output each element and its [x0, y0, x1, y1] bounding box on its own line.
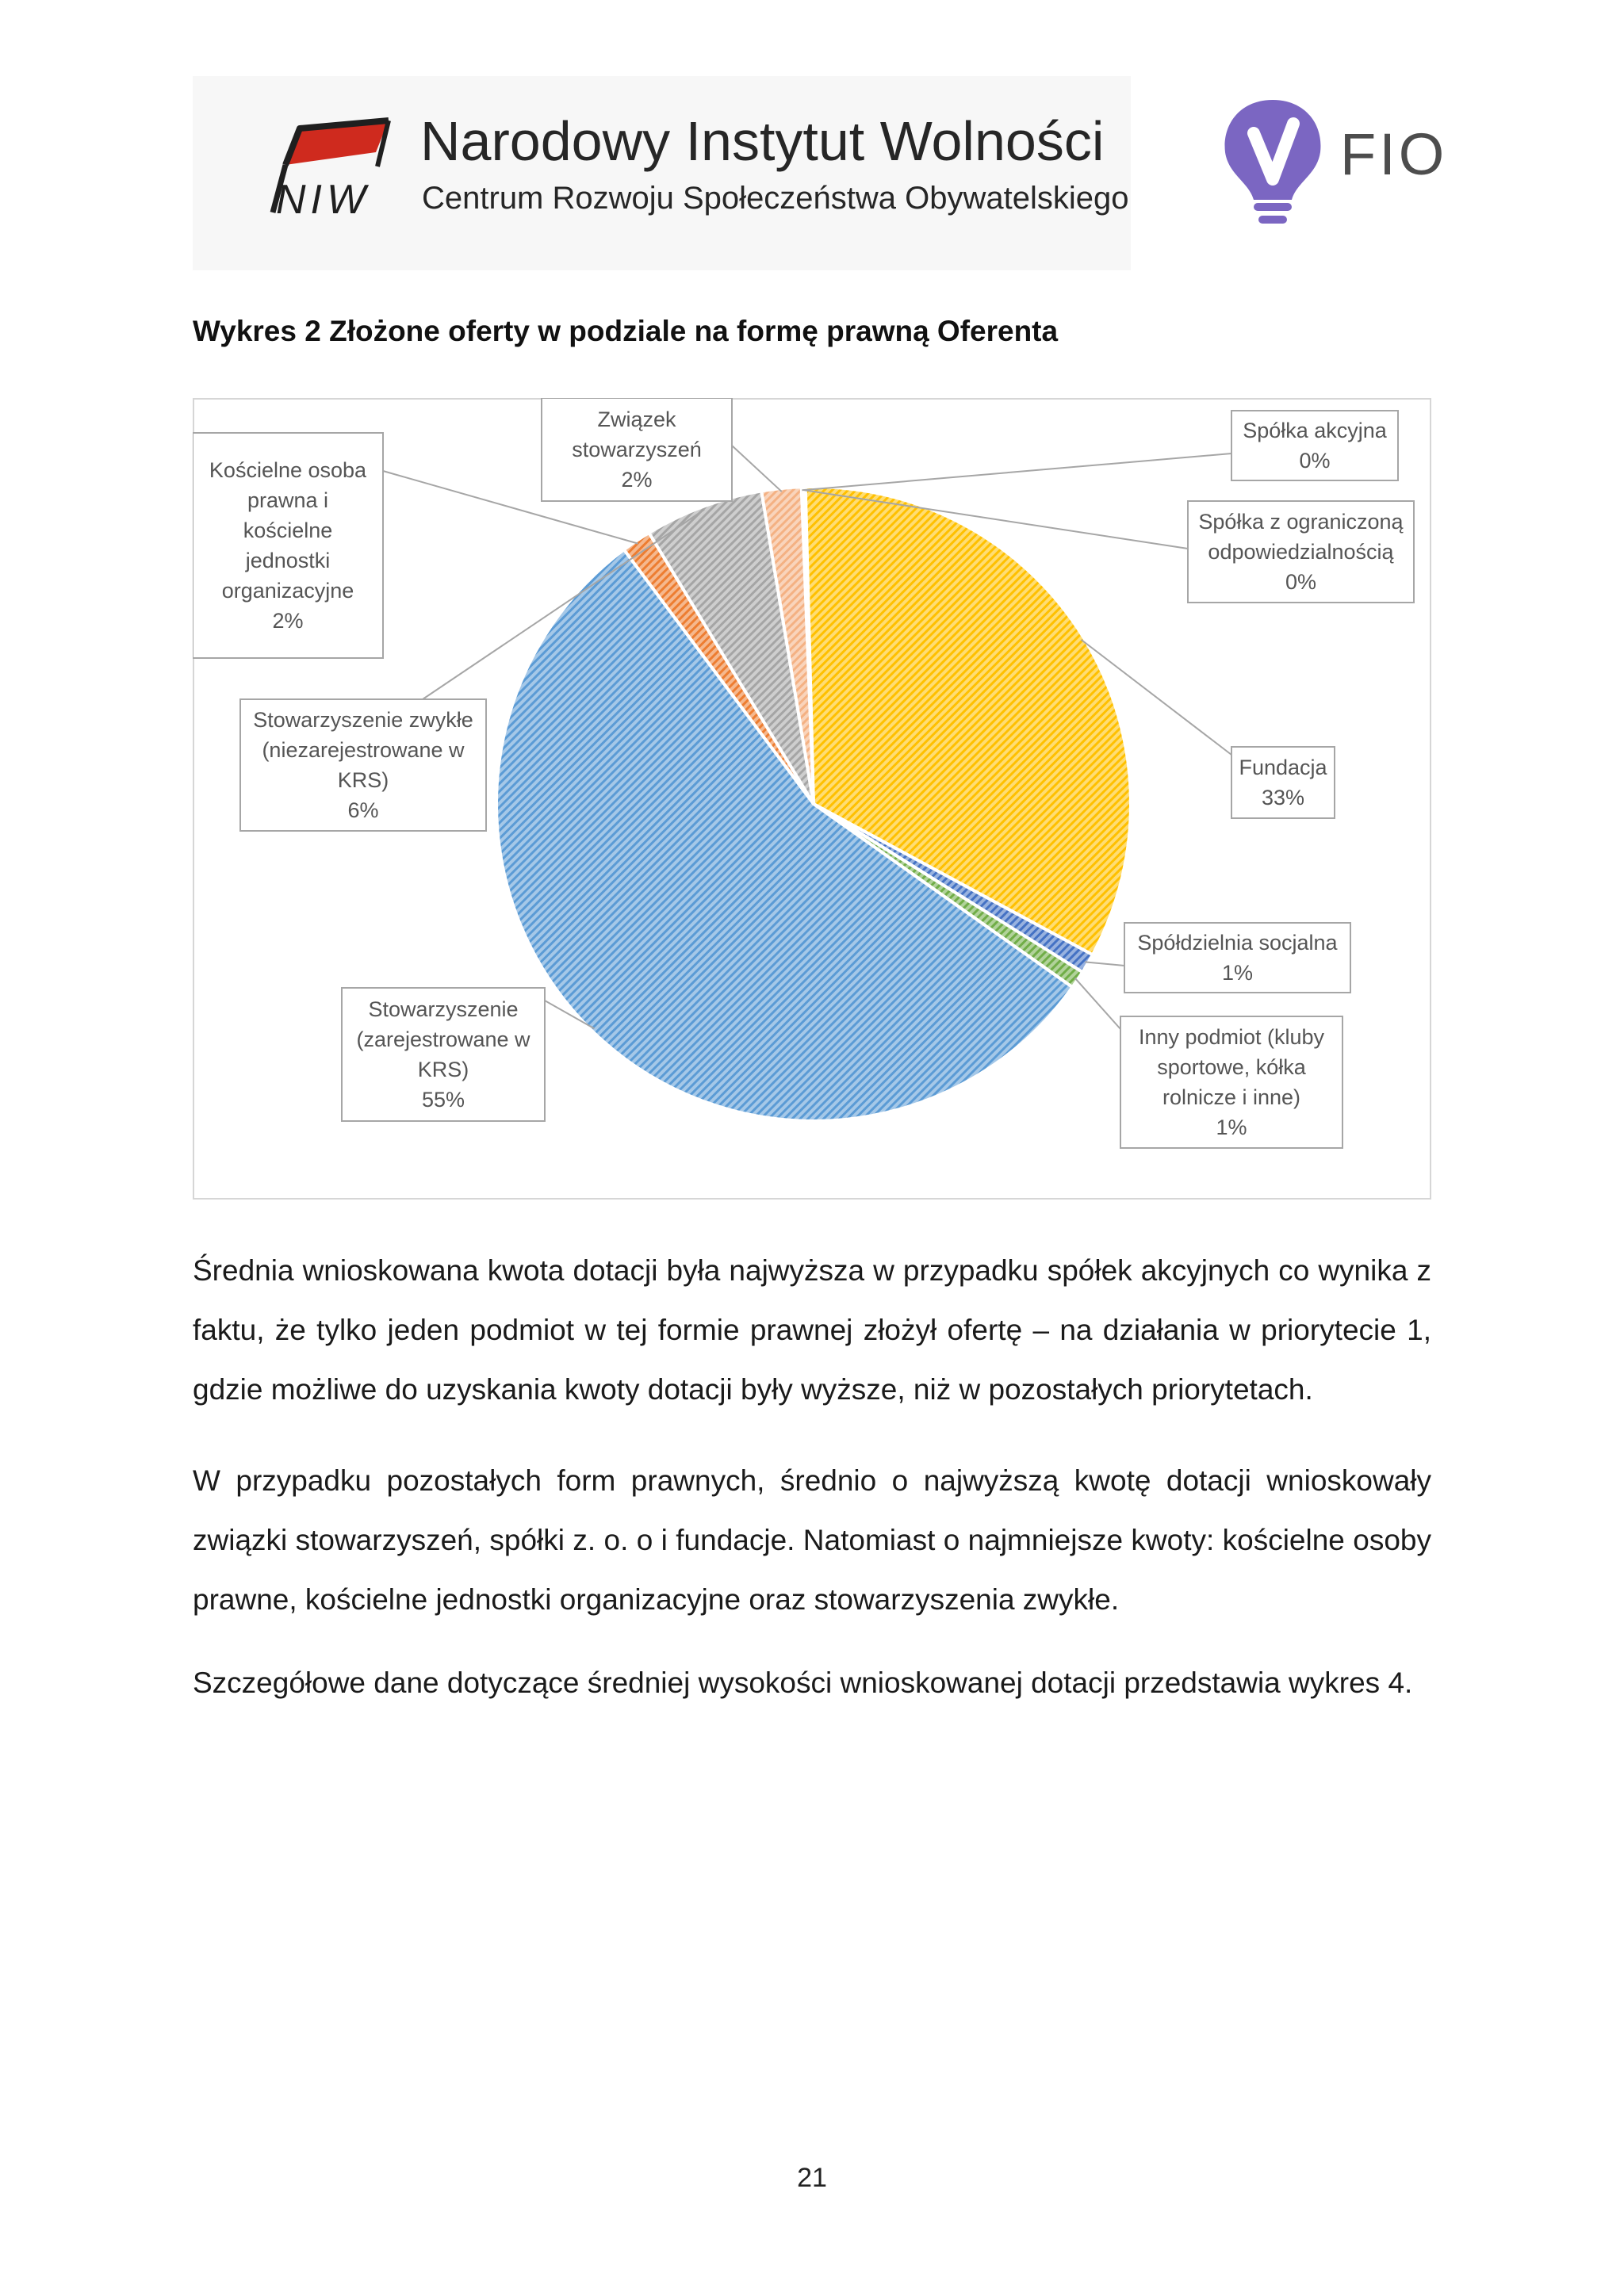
data-label-value: 6% [347, 798, 379, 822]
data-label-category: Spółdzielnia socjalna [1137, 931, 1338, 955]
data-label-category: (niezarejestrowane w [262, 738, 465, 762]
data-label-value: 55% [421, 1088, 465, 1112]
leader-line [1075, 978, 1120, 1029]
leader-line [1085, 962, 1124, 966]
data-label-value: 1% [1221, 961, 1254, 985]
data-label-category: Fundacja [1239, 756, 1327, 779]
organization-subtitle: Centrum Rozwoju Społeczeństwa Obywatelskiego [422, 181, 1129, 216]
data-label-category: stowarzyszeń [572, 438, 702, 461]
fio-logo-text: FIO [1340, 121, 1448, 187]
niw-logo-text: NIW [276, 177, 371, 223]
data-label-value: 2% [621, 468, 653, 492]
data-label-category: odpowiedzialnością [1208, 540, 1394, 564]
data-label-category: Stowarzyszenie [368, 997, 519, 1021]
paragraph-2: W przypadku pozostałych form prawnych, średnio o najwyższą kwotę dotacji wnioskowały związki stowarzyszeń, spółki z. o. o i fundacje. Natomiast o najmniejsze kwoty: kościelne osoby prawne, kościelne jednostki organizacyjne oraz stowarzyszenia zwykłe. [193, 1464, 1431, 1616]
data-label-category: Spółka akcyjna [1243, 419, 1387, 442]
data-label-category: KRS) [417, 1058, 469, 1081]
data-label-category: Związek [597, 408, 676, 431]
leader-line [732, 446, 782, 492]
data-label-category: Inny podmiot (kluby [1138, 1025, 1325, 1049]
data-label-value: 1% [1216, 1115, 1247, 1139]
data-label-category: sportowe, kółka [1157, 1055, 1306, 1079]
data-label-category: (zarejestrowane w [356, 1027, 530, 1051]
data-label-category: KRS) [337, 768, 389, 792]
paragraph-3: Szczegółowe dane dotyczące średniej wysokości wnioskowanej dotacji przedstawia wykres 4. [193, 1667, 1413, 1699]
page-number: 21 [797, 2163, 827, 2193]
data-label-category: Stowarzyszenie zwykłe [253, 708, 473, 732]
pie-chart [193, 398, 1431, 1200]
data-label-category: rolnicze i inne) [1162, 1085, 1301, 1109]
paragraph-1: Średnia wnioskowana kwota dotacji była najwyższa w przypadku spółek akcyjnych co wynika z faktu, że tylko jeden podmiot w tej formie prawnej złożył ofertę – na działania w priorytecie 1, gdzie możliwe do uzyskania kwoty dotacji były wyższe, niż w pozostałych priorytetach. [193, 1254, 1431, 1406]
data-label-category: jednostki [245, 549, 331, 572]
data-label-value: 33% [1261, 786, 1305, 809]
data-label-value: 0% [1299, 449, 1331, 473]
leader-line [802, 453, 1231, 490]
data-label-value: 2% [272, 609, 304, 633]
data-label-value: 0% [1285, 570, 1317, 594]
data-label-category: organizacyjne [221, 579, 354, 603]
chart-title: Wykres 2 Złożone oferty w podziale na formę prawną Oferenta [193, 315, 1059, 347]
organization-name: Narodowy Instytut Wolności [420, 110, 1105, 172]
fio-lightbulb-icon [1217, 94, 1328, 228]
data-label-category: prawna i [247, 488, 329, 512]
data-label-category: Spółka z ograniczoną [1198, 510, 1404, 534]
data-label-category: Kościelne osoba [209, 458, 367, 482]
data-label-category: kościelne [243, 519, 333, 542]
